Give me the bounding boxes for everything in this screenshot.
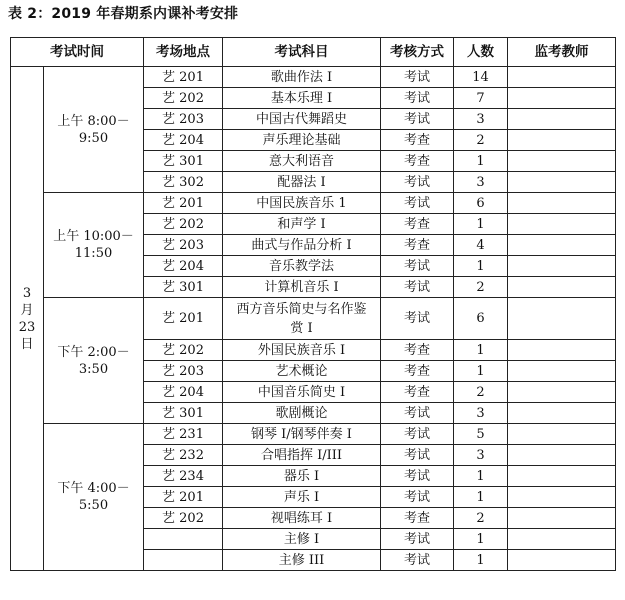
exam-room-cell: 艺 201 — [144, 67, 223, 88]
student-count-cell: 14 — [454, 67, 508, 88]
assessment-method-cell: 考试 — [381, 277, 454, 298]
assessment-method-cell: 考试 — [381, 88, 454, 109]
assessment-method-cell: 考查 — [381, 361, 454, 382]
student-count-cell: 2 — [454, 508, 508, 529]
exam-subject-cell: 主修 III — [223, 550, 381, 571]
exam-subject-cell: 基本乐理 I — [223, 88, 381, 109]
student-count-cell: 6 — [454, 298, 508, 340]
exam-room-cell: 艺 203 — [144, 361, 223, 382]
student-count-cell: 1 — [454, 487, 508, 508]
exam-date-line: 日 — [20, 336, 34, 352]
exam-date-line: 月 — [20, 302, 34, 318]
student-count-cell: 3 — [454, 172, 508, 193]
exam-subject-cell: 计算机音乐 I — [223, 277, 381, 298]
student-count-cell: 2 — [454, 277, 508, 298]
assessment-method-cell: 考试 — [381, 403, 454, 424]
exam-time-line: 上午 8:00－ — [57, 113, 130, 129]
assessment-method-cell: 考试 — [381, 466, 454, 487]
proctor-cell — [508, 487, 616, 508]
exam-room-cell: 艺 204 — [144, 130, 223, 151]
assessment-method-cell: 考查 — [381, 214, 454, 235]
exam-room-cell: 艺 301 — [144, 403, 223, 424]
exam-room-cell: 艺 202 — [144, 508, 223, 529]
header-exam-room: 考场地点 — [144, 38, 223, 67]
assessment-method-cell: 考试 — [381, 172, 454, 193]
exam-time-line: 3:50 — [78, 361, 109, 377]
proctor-cell — [508, 130, 616, 151]
proctor-cell — [508, 508, 616, 529]
proctor-cell — [508, 382, 616, 403]
assessment-method-cell: 考试 — [381, 193, 454, 214]
exam-time-cell — [44, 193, 144, 298]
assessment-method-cell: 考查 — [381, 130, 454, 151]
table-row — [11, 424, 616, 445]
exam-room-cell: 艺 301 — [144, 277, 223, 298]
student-count-cell: 1 — [454, 256, 508, 277]
exam-subject-cell: 配器法 I — [223, 172, 381, 193]
exam-time-line: 9:50 — [78, 130, 109, 146]
assessment-method-cell: 考试 — [381, 109, 454, 130]
proctor-cell — [508, 88, 616, 109]
exam-time-cell — [44, 424, 144, 571]
exam-room-cell: 艺 202 — [144, 88, 223, 109]
student-count-cell: 2 — [454, 130, 508, 151]
exam-subject-cell: 外国民族音乐 I — [223, 340, 381, 361]
exam-time-line: 上午 10:00－ — [53, 229, 134, 244]
proctor-cell — [508, 235, 616, 256]
table-row — [11, 67, 616, 88]
student-count-cell: 1 — [454, 214, 508, 235]
proctor-cell — [508, 445, 616, 466]
assessment-method-cell: 考试 — [381, 445, 454, 466]
student-count-cell: 1 — [454, 151, 508, 172]
exam-room-cell — [144, 550, 223, 571]
proctor-cell — [508, 151, 616, 172]
exam-room-cell: 艺 201 — [144, 193, 223, 214]
exam-schedule-table — [10, 37, 616, 571]
exam-subject-cell: 中国古代舞蹈史 — [223, 109, 381, 130]
exam-subject-cell: 声乐 I — [223, 487, 381, 508]
assessment-method-cell: 考查 — [381, 382, 454, 403]
assessment-method-cell: 考试 — [381, 256, 454, 277]
student-count-cell: 5 — [454, 424, 508, 445]
exam-time-line: 下午 2:00－ — [57, 344, 130, 360]
proctor-cell — [508, 361, 616, 382]
exam-room-cell: 艺 202 — [144, 340, 223, 361]
student-count-cell: 1 — [454, 340, 508, 361]
exam-subject-cell: 西方音乐简史与名作鉴赏 I — [223, 298, 381, 340]
exam-time-line: 下午 4:00－ — [57, 481, 130, 496]
student-count-cell: 7 — [454, 88, 508, 109]
exam-room-cell: 艺 203 — [144, 235, 223, 256]
proctor-cell — [508, 214, 616, 235]
exam-room-cell: 艺 204 — [144, 382, 223, 403]
exam-time-cell — [44, 298, 144, 424]
exam-subject-cell: 歌剧概论 — [223, 403, 381, 424]
proctor-cell — [508, 172, 616, 193]
proctor-cell — [508, 67, 616, 88]
proctor-cell — [508, 109, 616, 130]
exam-subject-cell: 钢琴 I/钢琴伴奏 I — [223, 424, 381, 445]
student-count-cell: 1 — [454, 361, 508, 382]
exam-room-cell: 艺 231 — [144, 424, 223, 445]
exam-subject-cell: 音乐教学法 — [223, 256, 381, 277]
assessment-method-cell: 考试 — [381, 424, 454, 445]
assessment-method-cell: 考查 — [381, 235, 454, 256]
student-count-cell: 1 — [454, 550, 508, 571]
exam-time-cell — [44, 67, 144, 193]
proctor-cell — [508, 340, 616, 361]
exam-room-cell: 艺 202 — [144, 214, 223, 235]
student-count-cell: 1 — [454, 529, 508, 550]
exam-subject-cell: 器乐 I — [223, 466, 381, 487]
exam-subject-cell: 意大利语音 — [223, 151, 381, 172]
student-count-cell: 3 — [454, 403, 508, 424]
header-exam-subject: 考试科目 — [223, 38, 381, 67]
header-row — [11, 38, 616, 67]
exam-date-line: 3 — [22, 285, 32, 301]
student-count-cell: 3 — [454, 445, 508, 466]
exam-room-cell: 艺 234 — [144, 466, 223, 487]
exam-time-line: 11:50 — [74, 246, 113, 261]
table-row — [11, 193, 616, 214]
assessment-method-cell: 考试 — [381, 67, 454, 88]
header-assessment-method: 考核方式 — [381, 38, 454, 67]
assessment-method-cell: 考试 — [381, 529, 454, 550]
proctor-cell — [508, 529, 616, 550]
exam-subject-cell: 和声学 I — [223, 214, 381, 235]
header-proctor: 监考教师 — [508, 38, 616, 67]
student-count-cell: 4 — [454, 235, 508, 256]
exam-room-cell: 艺 301 — [144, 151, 223, 172]
proctor-cell — [508, 256, 616, 277]
schedule-body — [11, 67, 616, 571]
exam-subject-cell: 歌曲作法 I — [223, 67, 381, 88]
assessment-method-cell: 考查 — [381, 151, 454, 172]
table-caption: 表 2：2019 年春期系内课补考安排 — [8, 6, 239, 22]
proctor-cell — [508, 298, 616, 340]
exam-room-cell: 艺 232 — [144, 445, 223, 466]
exam-room-cell: 艺 302 — [144, 172, 223, 193]
exam-time-line: 5:50 — [78, 498, 109, 513]
proctor-cell — [508, 193, 616, 214]
exam-subject-cell: 艺术概论 — [223, 361, 381, 382]
student-count-cell: 6 — [454, 193, 508, 214]
exam-room-cell: 艺 201 — [144, 487, 223, 508]
assessment-method-cell: 考查 — [381, 508, 454, 529]
header-student-count: 人数 — [454, 38, 508, 67]
exam-subject-cell: 合唱指挥 I/III — [223, 445, 381, 466]
exam-room-cell: 艺 201 — [144, 298, 223, 340]
assessment-method-cell: 考试 — [381, 487, 454, 508]
exam-subject-cell: 视唱练耳 I — [223, 508, 381, 529]
exam-room-cell: 艺 203 — [144, 109, 223, 130]
proctor-cell — [508, 466, 616, 487]
student-count-cell: 3 — [454, 109, 508, 130]
header-exam-time: 考试时间 — [11, 38, 144, 67]
assessment-method-cell: 考试 — [381, 550, 454, 571]
proctor-cell — [508, 550, 616, 571]
proctor-cell — [508, 403, 616, 424]
exam-subject-cell: 声乐理论基础 — [223, 130, 381, 151]
assessment-method-cell: 考查 — [381, 340, 454, 361]
exam-subject-cell: 中国音乐简史 I — [223, 382, 381, 403]
proctor-cell — [508, 424, 616, 445]
exam-date-line: 23 — [18, 319, 36, 335]
assessment-method-cell: 考试 — [381, 298, 454, 340]
exam-subject-cell: 曲式与作品分析 I — [223, 235, 381, 256]
student-count-cell: 2 — [454, 382, 508, 403]
table-row — [11, 298, 616, 340]
exam-subject-cell: 主修 I — [223, 529, 381, 550]
exam-room-cell: 艺 204 — [144, 256, 223, 277]
exam-date-cell — [11, 67, 44, 571]
student-count-cell: 1 — [454, 466, 508, 487]
exam-room-cell — [144, 529, 223, 550]
proctor-cell — [508, 277, 616, 298]
exam-subject-cell: 中国民族音乐 1 — [223, 193, 381, 214]
